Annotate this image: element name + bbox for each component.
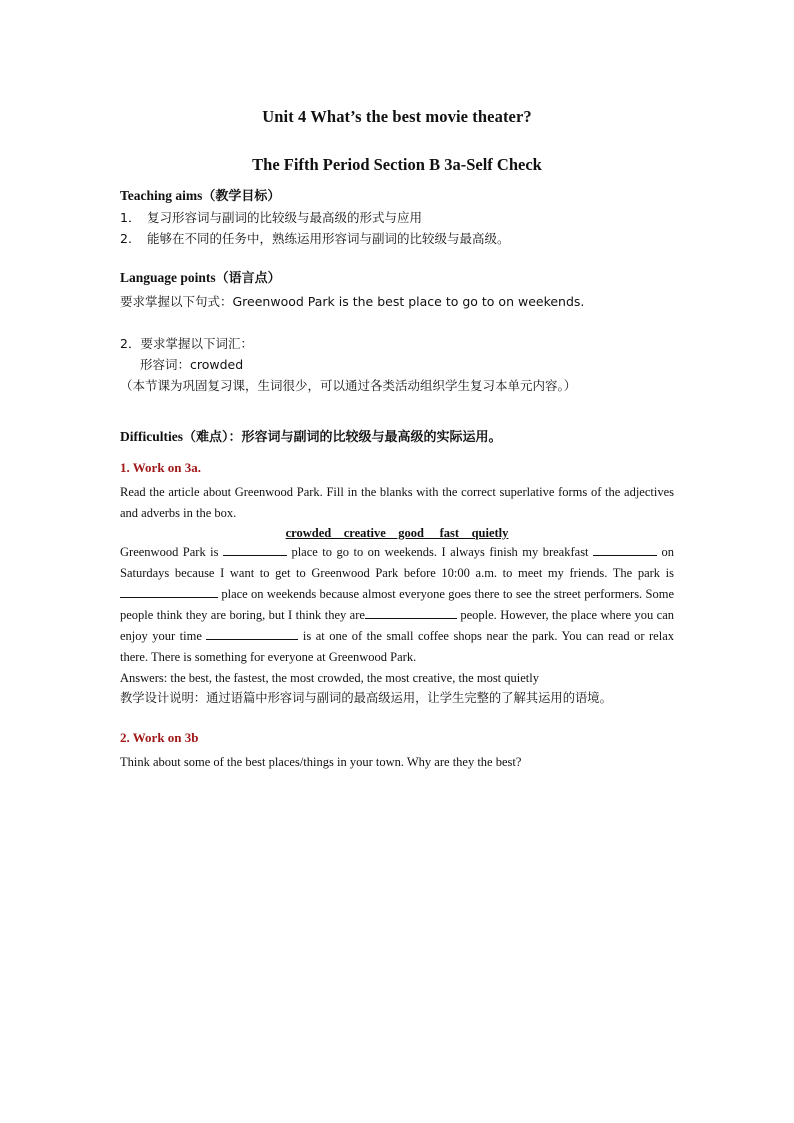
passage-blank-5 <box>206 627 298 640</box>
difficulties-heading-en: Difficulties <box>120 429 183 444</box>
passage-blank-3 <box>120 585 218 598</box>
difficulties-heading <box>120 427 674 448</box>
aim-item-2-number: 2. <box>120 231 132 246</box>
word-box: crowded creative good fast quietly <box>285 526 509 540</box>
period-subtitle: The Fifth Period Section B 3a-Self Check <box>252 155 542 174</box>
aim-item-1-text: 复习形容词与副词的比较级与最高级的形式与应用 <box>147 210 423 225</box>
section-1-heading: 1. Work on 3a. <box>120 460 202 475</box>
language-point-vocab-heading: 2．要求掌握以下词汇： <box>120 336 253 351</box>
difficulties-heading-cn: （难点）：形容词与副词的比较级与最高级的实际运用。 <box>183 430 502 445</box>
aim-item-2-text: 能够在不同的任务中，熟练运用形容词与副词的比较级与最高级。 <box>147 231 510 246</box>
passage-segment-5: people. However, the place where you can enjoy your time <box>120 608 674 643</box>
passage-segment-4: place on weekends because almost everyone goes there to see the street performers. Some people think they are boring, but I think they are <box>120 587 674 622</box>
aim-item-2 <box>120 228 674 249</box>
language-points-heading-cn: （语言点） <box>215 271 281 286</box>
section-2-text: Think about some of the best places/things in your town. Why are they the best? <box>120 755 522 769</box>
section-2-heading: 2. Work on 3b <box>120 730 199 745</box>
passage-segment-3: on Saturdays because I want to get to Greenwood Park before 10:00 a.m. to meet my friends. The park is <box>120 545 674 580</box>
passage-blank-4 <box>365 606 457 619</box>
passage-segment-2: place to go to on weekends. I always finish my breakfast <box>286 545 594 559</box>
language-points-heading-en: Language points <box>120 270 216 285</box>
teaching-aims-heading <box>120 186 674 207</box>
passage-blank-1 <box>223 543 287 556</box>
language-point-sentence: 要求掌握以下句式：Greenwood Park is the best place to go to on weekends. <box>120 294 585 309</box>
teaching-aims-heading-en: Teaching aims <box>120 188 203 203</box>
language-points-heading <box>120 268 674 289</box>
teaching-aims-heading-cn: （教学目标） <box>202 189 281 204</box>
aim-item-1 <box>120 207 674 228</box>
section-1-passage <box>120 542 674 668</box>
section-1-answers: Answers: the best, the fastest, the most crowded, the most creative, the most quietly <box>120 671 540 685</box>
passage-segment-6: is at one of the small coffee shops near the park. You can read or relax there. There is something for everyone at Greenwood Park. <box>120 629 674 664</box>
section-1-design-note: 教学设计说明：通过语篇中形容词与副词的最高级运用，让学生完整的了解其运用的语境。 <box>120 691 612 705</box>
passage-blank-2 <box>593 543 657 556</box>
section-1-instruction: Read the article about Greenwood Park. Fill in the blanks with the correct superlative forms of the adjectives and adverbs in the box. <box>120 485 674 520</box>
passage-segment-1: Greenwood Park is <box>120 545 223 559</box>
aim-item-1-number: 1． <box>120 210 141 225</box>
unit-title: Unit 4 What’s the best movie theater? <box>262 107 532 126</box>
language-point-vocab-item: 形容词：crowded <box>140 357 244 372</box>
language-point-note: （本节课为巩固复习课，生词很少，可以通过各类活动组织学生复习本单元内容。） <box>120 378 577 393</box>
document-page <box>120 100 674 773</box>
